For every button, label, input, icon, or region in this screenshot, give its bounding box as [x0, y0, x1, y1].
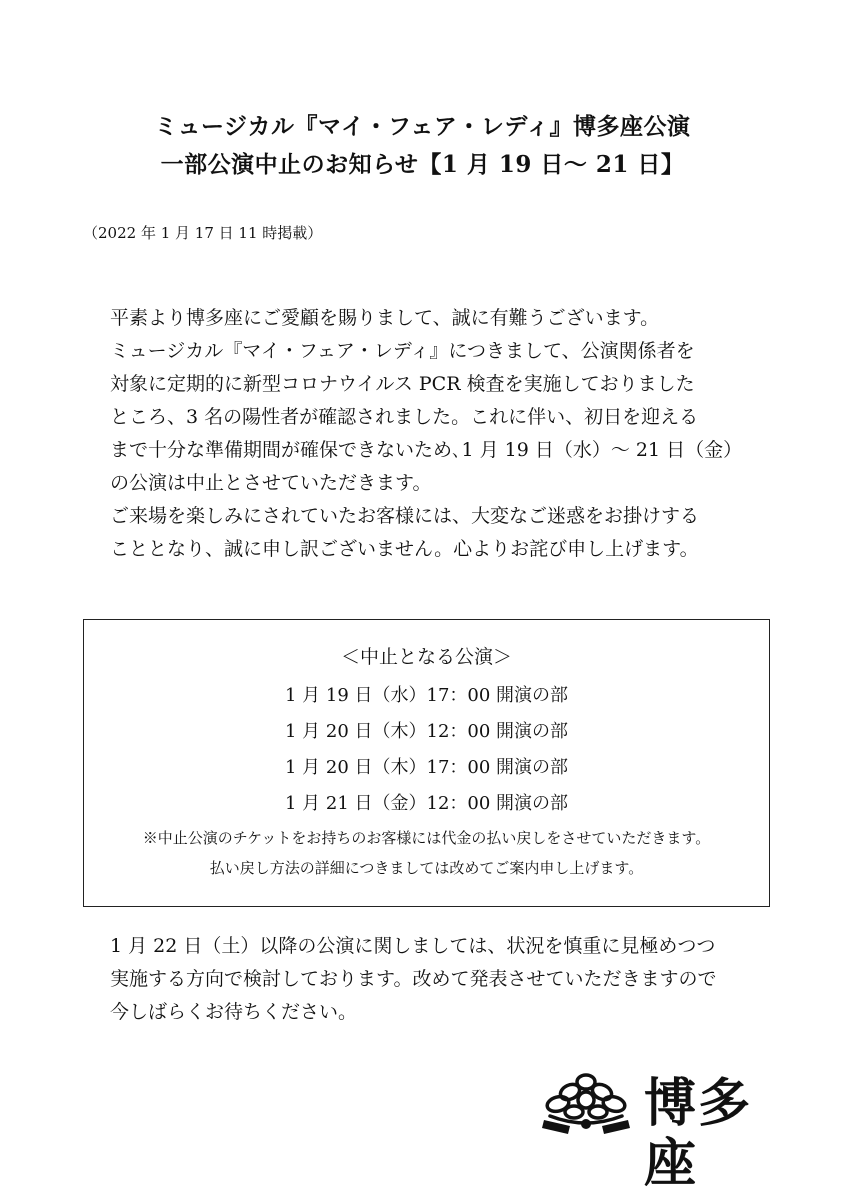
refund-note-line: ※中止公演のチケットをお持ちのお客様には代金の払い戻しをさせていただきます。: [142, 829, 711, 847]
performance-list: [84, 678, 769, 822]
intro-line: 対象に定期的に新型コロナウイルス PCR 検査を実施しておりました: [110, 373, 695, 395]
performance-item: 1 月 20 日（木）17：00 開演の部: [284, 757, 569, 778]
performance-item: 1 月 19 日（水）17：00 開演の部: [284, 685, 569, 706]
cancelled-performances-box: [83, 619, 770, 907]
refund-note-line: 払い戻し方法の詳細につきましては改めてご案内申し上げます。: [209, 859, 644, 877]
intro-line: こととなり、誠に申し訳ございません。心よりお詫び申し上げます。: [110, 538, 699, 560]
performance-item: 1 月 21 日（金）12：00 開演の部: [284, 793, 569, 814]
knot-crest-icon: [540, 1070, 632, 1136]
page-title: ミュージカル『マイ・フェア・レディ』博多座公演: [154, 113, 691, 140]
cancelled-heading: ＜中止となる公演＞: [340, 646, 512, 668]
hakataza-logo: [540, 1070, 790, 1194]
intro-line: ところ、3 名の陽性者が確認されました。これに伴い、初日を迎える: [110, 406, 699, 428]
posted-date: （2022 年 1 月 17 日 11 時掲載）: [83, 224, 323, 242]
closing-paragraph: [110, 930, 770, 1029]
intro-line: 平素より博多座にご愛顧を賜りまして、誠に有難うございます。: [110, 307, 660, 329]
closing-line: 実施する方向で検討しております。改めて発表させていただきますので: [110, 968, 717, 990]
page-subtitle: 一部公演中止のお知らせ【1 月 19 日〜 21 日】: [160, 151, 685, 178]
intro-paragraph: [110, 302, 770, 566]
logo-text: 博多座: [644, 1074, 753, 1194]
intro-line: まで十分な準備期間が確保できないため､1 月 19 日（水）〜 21 日（金）: [110, 439, 743, 461]
intro-line: の公演は中止とさせていただきます。: [110, 472, 432, 494]
refund-note: [84, 823, 769, 883]
performance-item: 1 月 20 日（木）12：00 開演の部: [284, 721, 569, 742]
closing-line: 今しばらくお待ちください。: [110, 1001, 358, 1023]
intro-line: ご来場を楽しみにされていたお客様には、大変なご迷惑をお掛けする: [110, 505, 700, 527]
intro-line: ミュージカル『マイ・フェア・レディ』につきまして、公演関係者を: [110, 340, 695, 362]
closing-line: 1 月 22 日（土）以降の公演に関しましては、状況を慎重に見極めつつ: [110, 935, 716, 957]
